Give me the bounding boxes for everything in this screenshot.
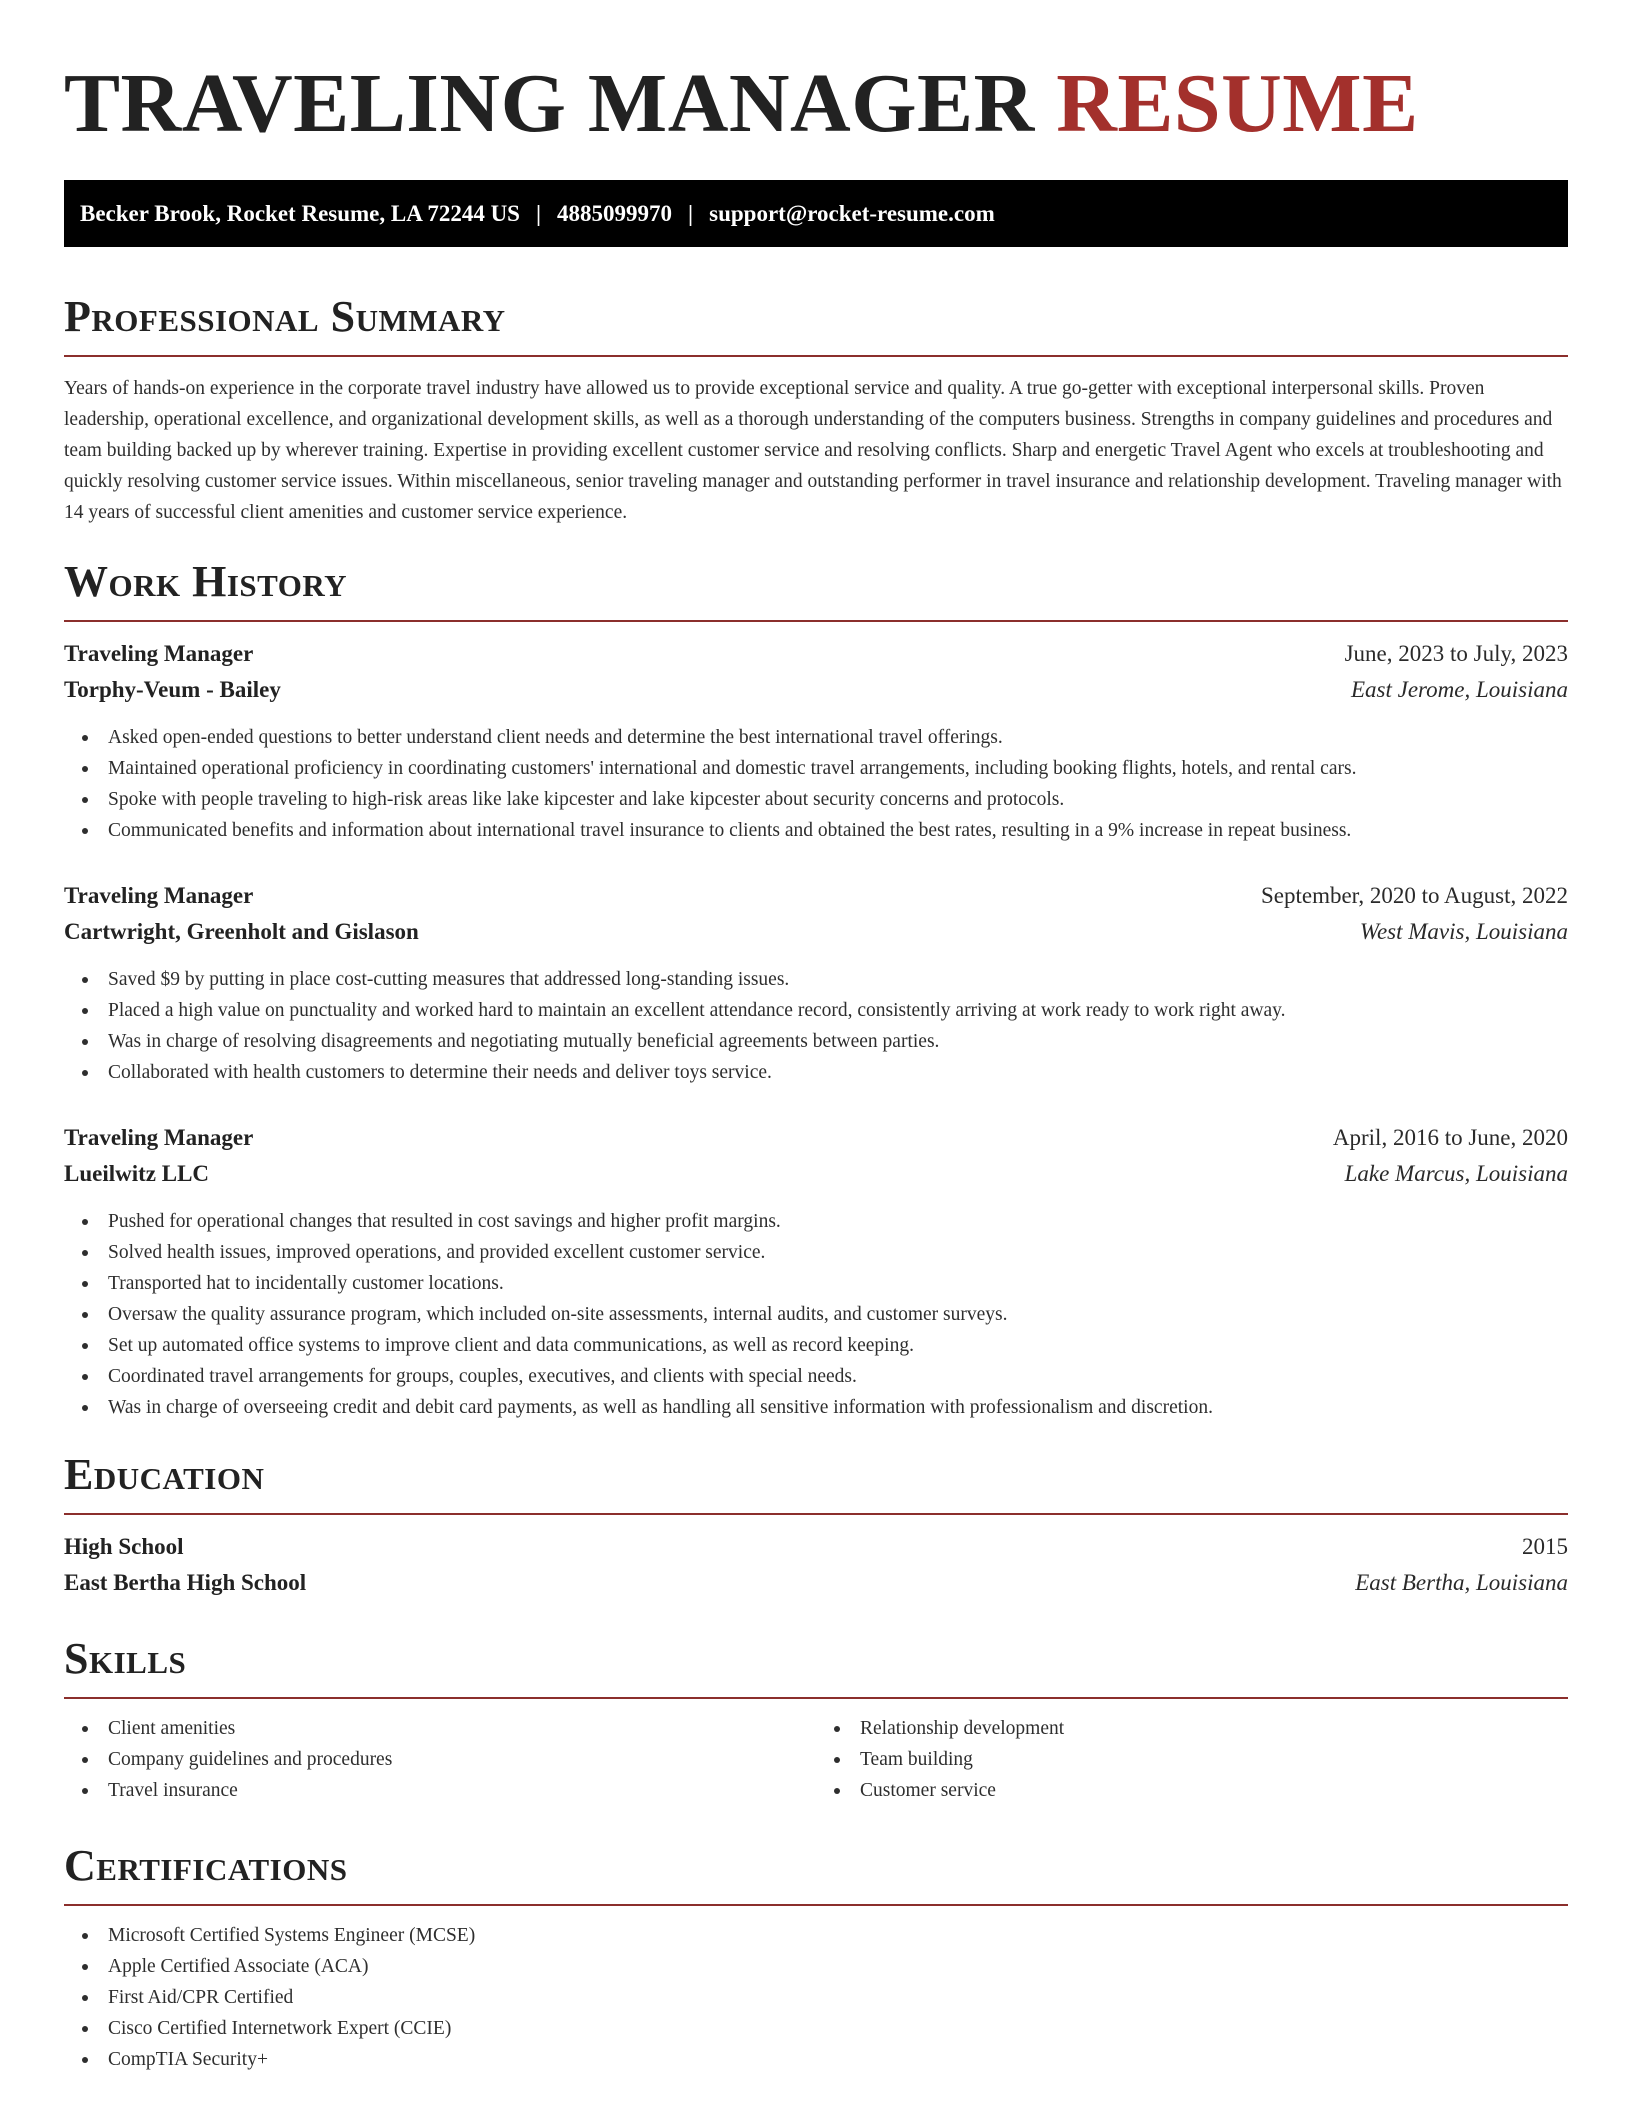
list-item: Solved health issues, improved operations, and provided excellent customer service.: [108, 1237, 1568, 1268]
skills-section: [64, 1633, 1568, 1806]
job-location: East Jerome, Louisiana: [1351, 677, 1568, 702]
list-item: Set up automated office systems to improve client and data communications, as well as record keeping.: [108, 1330, 1568, 1361]
education-section: [64, 1449, 1568, 1601]
contact-separator: |: [688, 200, 694, 226]
job-bullets: [64, 1206, 1568, 1423]
contact-separator: |: [535, 200, 542, 226]
education-header: [64, 1529, 1568, 1565]
job-dates: September, 2020 to August, 2022: [1260, 883, 1568, 908]
job-subheader: [64, 1156, 1568, 1192]
contact-bar: [64, 180, 1568, 247]
skills-list-right: [816, 1713, 1568, 1806]
skill-item: Travel insurance: [108, 1775, 816, 1806]
list-item: Communicated benefits and information about international travel insurance to clients and obtained the best rates, resulting in a 9% increase in repeat business.: [108, 815, 1568, 846]
resume-title: [64, 56, 1568, 152]
section-divider: [64, 355, 1568, 357]
list-item: Oversaw the quality assurance program, which included on-site assessments, internal audits, and customer surveys.: [108, 1299, 1568, 1330]
section-heading: Certifications: [64, 1841, 348, 1890]
job-header: [64, 878, 1568, 914]
education-location: East Bertha, Louisiana: [1355, 1570, 1568, 1595]
job-title: Traveling Manager: [64, 883, 254, 908]
job-company: Lueilwitz LLC: [64, 1161, 210, 1186]
contact-phone: 4885099970: [557, 200, 673, 226]
job-entry: [64, 1120, 1568, 1423]
certification-item: Apple Certified Associate (ACA): [108, 1951, 1568, 1982]
job-bullets: [64, 964, 1568, 1088]
job-company: Torphy-Veum - Bailey: [64, 677, 281, 702]
list-item: Asked open-ended questions to better understand client needs and determine the best international travel offerings.: [108, 722, 1568, 753]
list-item: Transported hat to incidentally customer locations.: [108, 1268, 1568, 1299]
list-item: Collaborated with health customers to determine their needs and deliver toys service.: [108, 1057, 1568, 1088]
job-header: [64, 636, 1568, 672]
skill-item: Relationship development: [860, 1713, 1568, 1744]
section-heading: Skills: [64, 1634, 187, 1683]
title-accent: RESUME: [1056, 57, 1419, 150]
job-bullets: [64, 722, 1568, 846]
list-item: Maintained operational proficiency in coordinating customers' international and domestic travel arrangements, including booking flights, hotels, and rental cars.: [108, 753, 1568, 784]
certifications-list: [64, 1920, 1568, 2075]
skill-item: Client amenities: [108, 1713, 816, 1744]
skill-item: Company guidelines and procedures: [108, 1744, 816, 1775]
job-header: [64, 1120, 1568, 1156]
job-title: Traveling Manager: [64, 1125, 254, 1150]
certifications-section: [64, 1840, 1568, 2075]
skill-item: Team building: [860, 1744, 1568, 1775]
job-entry: [64, 878, 1568, 1088]
title-main: TRAVELING MANAGER: [64, 57, 1035, 150]
job-location: West Mavis, Louisiana: [1359, 919, 1568, 944]
summary-section: [64, 291, 1568, 528]
job-location: Lake Marcus, Louisiana: [1344, 1161, 1568, 1186]
list-item: Placed a high value on punctuality and worked hard to maintain an excellent attendance record, consistently arriving at work ready to work right away.: [108, 995, 1568, 1026]
job-subheader: [64, 914, 1568, 950]
section-divider: [64, 620, 1568, 622]
skill-item: Customer service: [860, 1775, 1568, 1806]
education-school: East Bertha High School: [64, 1570, 307, 1595]
section-divider: [64, 1697, 1568, 1699]
list-item: Coordinated travel arrangements for groups, couples, executives, and clients with special needs.: [108, 1361, 1568, 1392]
list-item: Was in charge of overseeing credit and debit card payments, as well as handling all sensitive information with professionalism and discretion.: [108, 1392, 1568, 1423]
contact-address: Becker Brook, Rocket Resume, LA 72244 US: [80, 200, 520, 226]
work-history-section: [64, 556, 1568, 1423]
section-divider: [64, 1904, 1568, 1906]
certification-item: CompTIA Security+: [108, 2044, 1568, 2075]
skills-list-left: [64, 1713, 816, 1806]
job-dates: April, 2016 to June, 2020: [1332, 1125, 1568, 1150]
job-dates: June, 2023 to July, 2023: [1344, 641, 1568, 666]
education-year: 2015: [1522, 1534, 1568, 1559]
summary-text: Years of hands-on experience in the corporate travel industry have allowed us to provide exceptional service and quality. A true go-getter with exceptional interpersonal skills. Proven leadership, operational excellence, and organizational development skills, as well as a thorough understanding of the computers business. Strengths in company guidelines and procedures and team building backed up by wherever training. Expertise in providing excellent customer service and resolving conflicts. Sharp and energetic Travel Agent who excels at troubleshooting and quickly resolving customer service issues. Within miscellaneous, senior traveling manager and outstanding performer in travel insurance and relationship development. Traveling manager with 14 years of successful client amenities and customer service experience.: [64, 378, 1562, 523]
section-divider: [64, 1513, 1568, 1515]
job-subheader: [64, 672, 1568, 708]
section-heading: Work History: [64, 557, 348, 606]
education-degree: High School: [64, 1534, 184, 1559]
list-item: Pushed for operational changes that resulted in cost savings and higher profit margins.: [108, 1206, 1568, 1237]
skills-grid: [64, 1713, 1568, 1806]
list-item: Was in charge of resolving disagreements and negotiating mutually beneficial agreements between parties.: [108, 1026, 1568, 1057]
education-subheader: [64, 1565, 1568, 1601]
contact-email: support@rocket-resume.com: [709, 200, 995, 226]
list-item: Saved $9 by putting in place cost-cutting measures that addressed long-standing issues.: [108, 964, 1568, 995]
certification-item: Microsoft Certified Systems Engineer (MCSE): [108, 1920, 1568, 1951]
job-title: Traveling Manager: [64, 641, 254, 666]
certification-item: Cisco Certified Internetwork Expert (CCIE): [108, 2013, 1568, 2044]
section-heading: Education: [64, 1450, 265, 1499]
certification-item: First Aid/CPR Certified: [108, 1982, 1568, 2013]
list-item: Spoke with people traveling to high-risk areas like lake kipcester and lake kipcester about security concerns and protocols.: [108, 784, 1568, 815]
job-entry: [64, 636, 1568, 846]
job-company: Cartwright, Greenholt and Gislason: [64, 919, 419, 944]
section-heading: Professional Summary: [64, 292, 506, 341]
